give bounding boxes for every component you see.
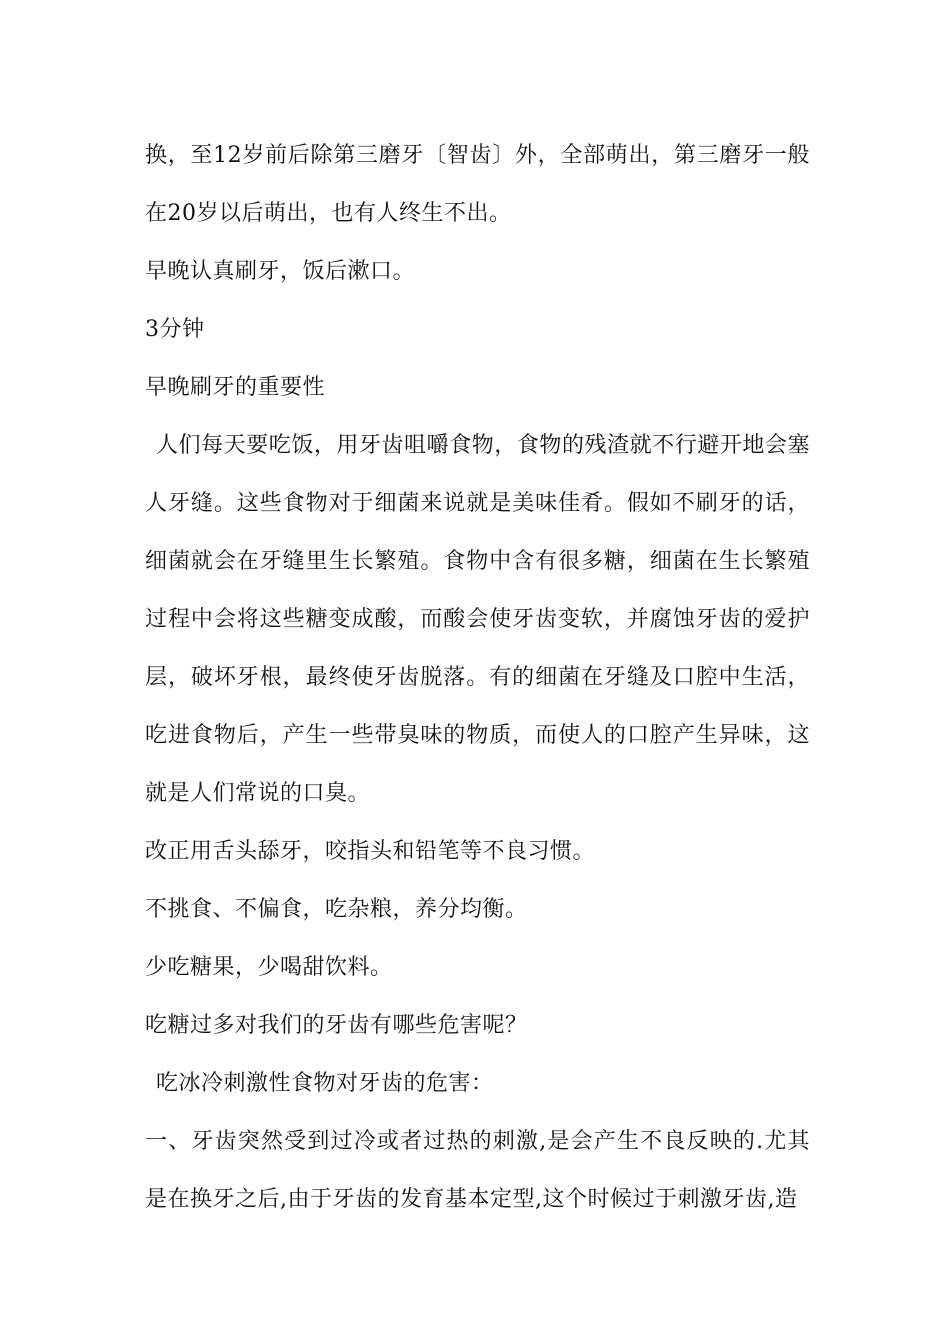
paragraph-bad-habits: 改正用舌头舔牙，咬指头和铅笔等不良习惯。 — [145, 839, 596, 864]
paragraph-tooth-eruption: 换，至12岁前后除第三磨牙〔智齿〕外，全部萌出，第三磨牙一般在20岁以后萌出，也有人终生不出。 — [145, 143, 810, 226]
paragraph-temperature-stimulus: 一、牙齿突然受到过冷或者过热的刺激,是会产生不良反映的.尤其是在换牙之后,由于牙齿的发育基本定型,这个时候过于刺激牙齿,造 — [145, 1129, 810, 1212]
paragraph-less-sugar: 少吃糖果，少喝甜饮料。 — [145, 955, 393, 980]
paragraph-three-minutes: 3分钟 — [145, 317, 205, 342]
paragraph-brush-morning-evening: 早晚认真刷牙，饭后漱口。 — [145, 259, 416, 284]
section-heading-brushing-importance: 早晚刷牙的重要性 — [145, 375, 326, 400]
document-body — [145, 127, 810, 1229]
paragraph-brushing-importance: 人们每天要吃饭，用牙齿咀嚼食物，食物的残渣就不行避开地会塞人牙缝。这些食物对于细菌来说就是美味佳肴。假如不刷牙的话，细菌就会在牙缝里生长繁殖。食物中含有很多糖，细菌在生长繁殖过程中会将这些糖变成酸，而酸会使牙齿变软，并腐蚀牙齿的爱护层，破坏牙根，最终使牙齿脱落。有的细菌在牙缝及口腔中生活，吃进食物后，产生一些带臭味的物质，而使人的口腔产生异味，这就是人们常说的口臭。 — [145, 433, 810, 806]
paragraph-sugar-question: 吃糖过多对我们的牙齿有哪些危害呢？ — [145, 1013, 528, 1038]
paragraph-balanced-diet: 不挑食、不偏食，吃杂粮，养分均衡。 — [145, 897, 528, 922]
section-heading-cold-food-harm: 吃冰冷刺激性食物对牙齿的危害： — [156, 1071, 494, 1096]
